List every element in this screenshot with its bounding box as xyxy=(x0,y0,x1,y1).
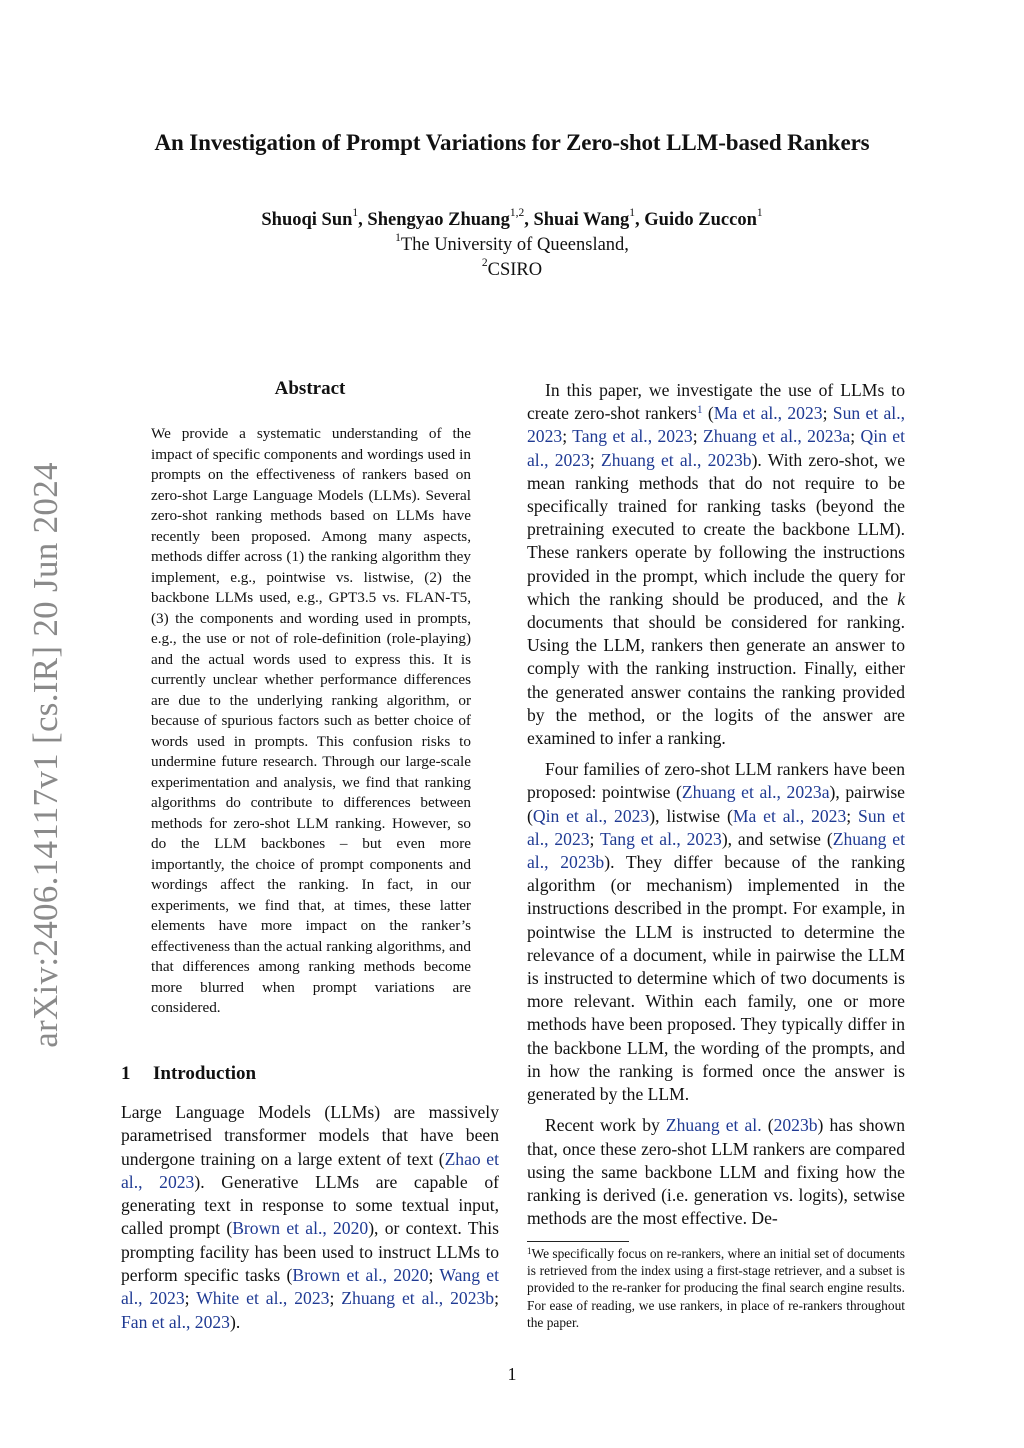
citation-link[interactable]: Zhuang et al., 2023b xyxy=(601,449,752,470)
citation-link[interactable]: Brown et al., 2020 xyxy=(292,1265,429,1286)
author-name: Shengyao Zhuang xyxy=(367,210,510,230)
arxiv-identifier: arXiv:2406.14117v1 [cs.IR] 20 Jun 2024 xyxy=(26,462,65,1048)
intro-right-column xyxy=(527,379,905,1238)
paragraph: Large Language Models (LLMs) are massively parametrised transformer models that have been undergone training on a large extent of text (Zhao et al., 2023). Generative LLMs are capable of generating text in response to some textual input, called prompt (Brown et al., 2020), or context. This prompting facility has been used to instruct LLMs to perform specific tasks (Brown et al., 2020; Wang et al., 2023; White et al., 2023; Zhuang et al., 2023b; Fan et al., 2023). xyxy=(121,1102,500,1332)
author-name: Shuai Wang xyxy=(533,210,630,230)
citation-link[interactable]: Zhuang et al. xyxy=(665,1115,762,1136)
citation-link[interactable]: Sun et al., 2023 xyxy=(527,805,905,849)
citation-link[interactable]: Qin et al., 2023 xyxy=(532,805,650,826)
citation-link[interactable]: Zhao et al., 2023 xyxy=(121,1148,500,1192)
citation-link[interactable]: White et al., 2023 xyxy=(196,1288,330,1309)
citation-link[interactable]: Zhuang et al., 2023b xyxy=(527,828,905,873)
citation-link[interactable]: Sun et al., 2023 xyxy=(527,403,905,447)
page-number: 1 xyxy=(507,1364,517,1384)
footnote-text: We specifically focus on re-rankers, where an initial set of documents is retrieved from the index using a first-stage retriever, and a subset is provided to the re-ranker for producing the final search engine results. For ease of reading, we use rankers, in place of re-rankers throughout the paper. xyxy=(527,1246,905,1330)
citation-link[interactable]: Tang et al., 2023 xyxy=(599,828,722,849)
author-affil-sup: 1 xyxy=(629,207,636,219)
paragraph: In this paper, we investigate the use of LLMs to create zero-shot rankers$^1$ (Ma et al., 2023; Sun et al., 2023; Tang et al., 2023; Zhuang et al., 2023a; Qin et al., 2023; Zhuang et al., 2023b). With zero-shot, we mean ranking methods that do not require to be specifically trained for ranking tasks (beyond the pretraining executed to create the backbone LLM). These rankers operate by following the instructions provided in the prompt, which include the query for which the ranking should be produced, and the k documents that should be considered for ranking. Using the LLM, rankers then generate an answer to comply with the ranking instruction. Finally, either the generated answer contains the ranking provided by the method, or the logits of the answer are examined to infer a ranking. xyxy=(527,380,905,749)
author-name: Guido Zuccon xyxy=(644,210,757,230)
footnote-mark: 1 xyxy=(527,1246,532,1256)
footnote-rule xyxy=(527,1241,629,1242)
citation-link[interactable]: Wang et al., 2023 xyxy=(121,1265,499,1309)
section-heading xyxy=(121,1063,256,1085)
citation-link[interactable]: Tang et al., 2023 xyxy=(572,426,693,447)
abstract-heading: Abstract xyxy=(274,378,346,399)
footnote xyxy=(527,1245,905,1331)
author-affil-sup: 1 xyxy=(756,207,763,219)
paragraph: Four families of zero-shot LLM rankers have been proposed: pointwise (Zhuang et al., 2023a), pairwise (Qin et al., 2023), listwise (Ma et al., 2023; Sun et al., 2023; Tang et al., 2023), and setwise (Zhuang et al., 2023b). They differ because of the ranking algorithm (or mechanism) implemented in the instructions described in the prompt. For example, in pointwise the LLM is instructed to determine the relevance of a document, while in pairwise the LLM is instructed to determine which of two documents is more relevant. Within each family, one or more methods have been proposed. They typically differ in the backbone LLM, the wording of the prompts, and in how the ranking is formed once the answer is generated by the LLM. xyxy=(527,759,905,1105)
affiliation xyxy=(0,257,1024,281)
intro-left-column xyxy=(121,1101,499,1334)
affil-sup: 2 xyxy=(481,257,488,269)
paragraph: Recent work by Zhuang et al. (2023b) has shown that, once these zero-shot LLM rankers are compared using the same backbone LLM and fixing how the ranking is derived (i.e. generation vs. logits), setwise methods are the most effective. De- xyxy=(527,1115,905,1229)
abstract-text: We provide a systematic understanding of the impact of specific components and wordings used in prompts on the effectiveness of rankers based on zero-shot Large Language Models (LLMs). Several zero-shot ranking methods based on LLMs have recently been proposed. Among many aspects, methods differ across (1) the ranking algorithm they implement, e.g., pointwise vs. listwise, (2) the backbone LLMs used, e.g., GPT3.5 vs. FLAN-T5, (3) the components and wording used in prompts, e.g., the use or not of role-definition (role-playing) and the actual words used to express this. It is currently unclear whether performance differences are due to the underlying ranking algorithm, or because of spurious factors such as better choice of words used in prompts. This confusion risks to undermine future research. Through our large-scale experimentation and analysis, we find that ranking algorithms do contribute to differences between methods for zero-shot LLM ranking. However, so do the LLM backbones – but even more importantly, the choice of prompt components and wordings affect the ranking. In fact, in our experiments, we find that, at times, these latter elements have more impact on the ranker’s effectiveness than the actual ranking algorithms, and that differences among ranking methods become more blurred when prompt variations are considered. xyxy=(151,425,471,1016)
footnote-ref[interactable]: 1 xyxy=(696,404,703,417)
citation-link[interactable]: Brown et al., 2020 xyxy=(232,1218,369,1239)
section-title: Introduction xyxy=(153,1063,257,1084)
citation-link[interactable]: Fan et al., 2023 xyxy=(121,1311,230,1332)
citation-link[interactable]: Qin et al., 2023 xyxy=(527,426,905,470)
author-affil-sup: 1 xyxy=(352,207,359,219)
section-number: 1 xyxy=(121,1063,131,1084)
math-variable: k xyxy=(897,588,905,609)
citation-link[interactable]: Zhuang et al., 2023a xyxy=(703,426,851,447)
author-list: Shuoqi Sun$^1$, Shengyao Zhuang$^{1,2}$, Shuai Wang$^1$, Guido Zuccon$^1$ xyxy=(261,207,763,230)
author-name: Shuoqi Sun xyxy=(261,210,353,230)
citation-link[interactable]: 2023b xyxy=(773,1115,818,1136)
citation-link[interactable]: Ma et al., 2023 xyxy=(732,805,847,826)
affiliation xyxy=(0,232,1024,256)
citation-link[interactable]: Ma et al., 2023 xyxy=(713,403,823,424)
citation-link[interactable]: Zhuang et al., 2023b xyxy=(341,1288,495,1309)
author-affil-sup: 1,2 xyxy=(509,207,525,219)
paper-title: An Investigation of Prompt Variations for Zero-shot LLM-based Rankers xyxy=(154,130,870,155)
affil-text: The University of Queensland, xyxy=(400,235,629,255)
affil-text: CSIRO xyxy=(487,260,543,280)
citation-link[interactable]: Zhuang et al., 2023a xyxy=(681,782,830,803)
affil-sup: 1 xyxy=(395,232,401,244)
